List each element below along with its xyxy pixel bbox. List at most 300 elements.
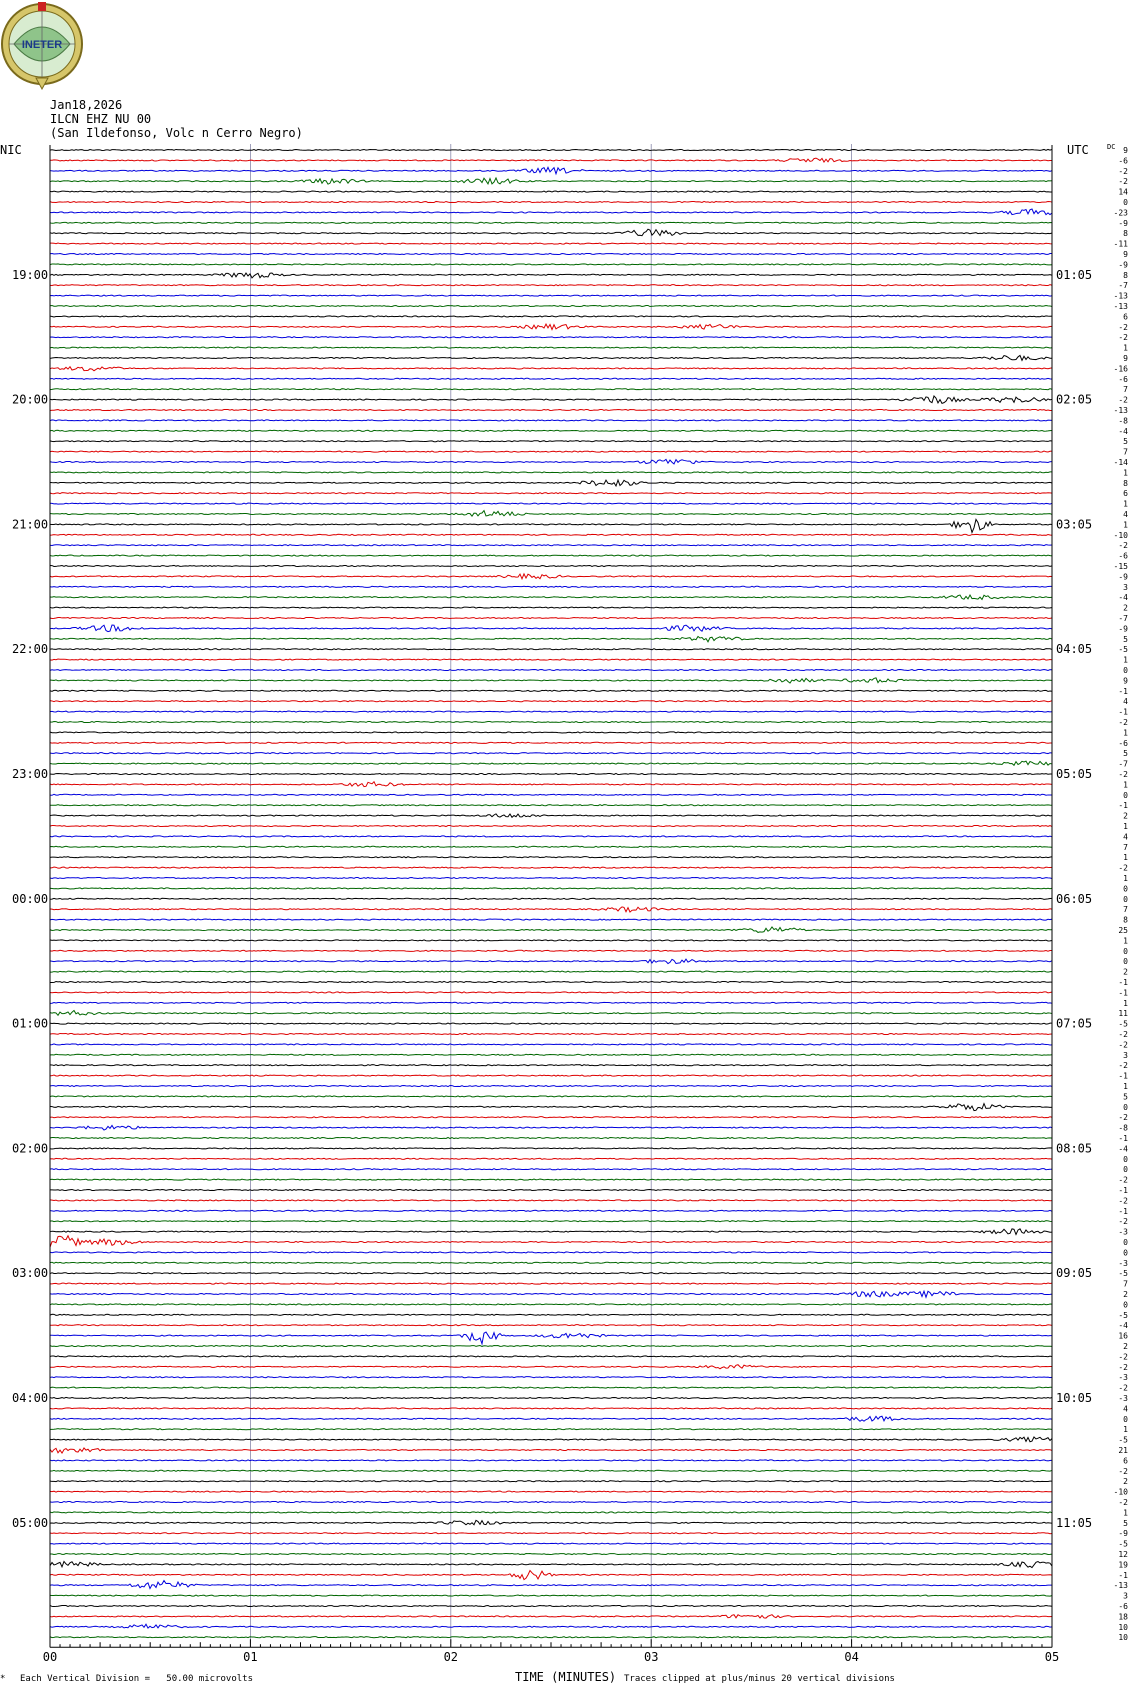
dc-offset-label: 0: [1123, 1414, 1128, 1424]
dc-offset-label: -6: [1118, 374, 1128, 384]
dc-offset-label: 1: [1123, 998, 1128, 1008]
seismic-trace: [50, 992, 1052, 993]
seismic-trace: [50, 1291, 1052, 1297]
seismic-trace: [50, 1460, 1052, 1461]
dc-offset-label: 0: [1123, 1248, 1128, 1258]
dc-offset-label: 1: [1123, 853, 1128, 863]
seismic-trace: [50, 1148, 1052, 1149]
seismic-trace: [50, 659, 1052, 660]
seismic-trace: [50, 1085, 1052, 1086]
dc-offset-label: 1: [1123, 520, 1128, 530]
seismic-trace: [50, 1408, 1052, 1409]
dc-offset-label: -8: [1118, 1123, 1128, 1133]
dc-offset-label: 4: [1123, 832, 1128, 842]
dc-offset-label: -4: [1118, 593, 1128, 603]
seismic-trace: [50, 617, 1052, 618]
seismic-trace: [50, 264, 1052, 265]
seismic-trace: [50, 441, 1052, 442]
dc-offset-label: -3: [1118, 1373, 1128, 1383]
right-hour-label: 09:05: [1056, 1266, 1093, 1281]
seismic-trace: [50, 919, 1052, 920]
dc-offset-label: -16: [1113, 364, 1128, 374]
dc-offset-label: 9: [1123, 676, 1128, 686]
seismic-trace: [50, 1075, 1052, 1076]
seismic-trace: [50, 773, 1052, 774]
dc-offset-label: -15: [1113, 562, 1128, 571]
seismic-trace: [50, 1429, 1052, 1430]
dc-offset-label: -7: [1118, 281, 1128, 291]
seismic-trace: [50, 565, 1052, 566]
seismic-trace: [50, 794, 1052, 795]
seismic-trace: [50, 201, 1052, 202]
seismic-trace: [50, 1377, 1052, 1378]
seismic-trace: [50, 846, 1052, 847]
seismic-trace: [50, 191, 1052, 192]
dc-offset-label: -9: [1118, 1529, 1128, 1539]
seismic-trace: [50, 1314, 1052, 1315]
dc-offset-label: -1: [1118, 1206, 1128, 1216]
dc-offset-label: 3: [1123, 1591, 1128, 1601]
dc-offset-label: 12: [1118, 1550, 1128, 1559]
dc-offset-label: -1: [1118, 707, 1128, 717]
seismic-trace: [50, 1104, 1052, 1111]
left-hour-label: 05:00: [12, 1515, 49, 1530]
x-tick-label: 00: [42, 1650, 58, 1665]
seismic-trace: [50, 814, 1052, 817]
seismic-trace: [50, 1605, 1052, 1606]
dc-offset-label: 2: [1123, 1290, 1128, 1299]
seismic-trace: [50, 888, 1052, 889]
seismic-trace: [50, 1210, 1052, 1211]
right-hour-label: 04:05: [1056, 642, 1093, 657]
seismic-trace: [50, 1283, 1052, 1284]
dc-offset-label: -1: [1118, 686, 1128, 696]
seismic-trace: [50, 950, 1052, 951]
dc-offset-label: 7: [1123, 1279, 1128, 1289]
seismic-trace: [50, 1501, 1052, 1502]
dc-offset-label: 7: [1123, 385, 1128, 395]
seismic-trace: [50, 1200, 1052, 1201]
dc-offset-label: 1: [1123, 468, 1128, 478]
dc-offset-label: -11: [1113, 239, 1128, 249]
dc-offset-label: -2: [1118, 333, 1128, 343]
dc-offset-label: -9: [1118, 218, 1128, 228]
seismic-trace: [50, 981, 1052, 982]
seismic-trace: [50, 1356, 1052, 1357]
right-hour-label: 03:05: [1056, 517, 1093, 532]
dc-offset-label: -1: [1118, 1134, 1128, 1143]
dc-offset-label: -5: [1118, 1435, 1128, 1445]
seismic-trace: [50, 158, 1052, 162]
dc-offset-label: -2: [1118, 322, 1128, 332]
dc-offset-label: -1: [1118, 988, 1128, 998]
dc-offset-label: -7: [1118, 614, 1128, 623]
seismic-trace: [50, 1273, 1052, 1274]
seismic-trace: [50, 753, 1052, 754]
x-tick-label: 01: [243, 1650, 258, 1665]
dc-offset-label: 5: [1123, 1092, 1128, 1102]
scale-note: Each Vertical Division = 50.00 microvolts: [20, 1674, 253, 1684]
dc-offset-label: -5: [1118, 1310, 1128, 1320]
dc-offset-label: -4: [1118, 426, 1128, 436]
dc-offset-label: -2: [1118, 395, 1128, 405]
right-hour-label: 11:05: [1056, 1515, 1093, 1530]
seismic-trace: [50, 389, 1052, 390]
seismic-trace: [50, 1137, 1052, 1138]
seismic-trace: [50, 721, 1052, 722]
seismic-trace: [50, 229, 1052, 236]
dc-offset-label: -2: [1118, 1175, 1128, 1185]
seismic-trace: [50, 595, 1052, 599]
seismic-trace: [50, 1096, 1052, 1097]
seismic-trace: [50, 825, 1052, 826]
seismic-trace: [50, 1002, 1052, 1003]
seismic-trace: [50, 1571, 1052, 1580]
dc-offset-label: 8: [1123, 229, 1128, 239]
dc-offset-label: -2: [1118, 863, 1128, 873]
dc-offset-label: 1: [1123, 343, 1128, 353]
seismic-trace: [50, 1169, 1052, 1170]
seismic-trace: [50, 574, 1052, 579]
seismic-trace: [50, 493, 1052, 494]
seismic-trace: [50, 367, 1052, 371]
seismic-trace: [50, 1520, 1052, 1524]
clip-note: Traces clipped at plus/minus 20 vertical divisions: [624, 1674, 895, 1684]
right-hour-label: 02:05: [1056, 392, 1093, 407]
seismic-trace: [50, 273, 1052, 278]
seismic-trace: [50, 472, 1052, 473]
seismic-trace: [50, 1345, 1052, 1346]
seismic-trace: [50, 1262, 1052, 1263]
seismic-trace: [50, 805, 1052, 806]
seismic-trace: [50, 295, 1052, 296]
dc-offset-label: 2: [1123, 811, 1128, 821]
right-hour-label: 08:05: [1056, 1141, 1093, 1156]
seismic-trace: [50, 1125, 1052, 1130]
seismic-trace: [50, 149, 1052, 150]
left-hour-label: 20:00: [12, 392, 49, 407]
seismic-trace: [50, 1543, 1052, 1544]
seismic-trace: [50, 555, 1052, 556]
right-hour-label: 05:05: [1056, 767, 1093, 781]
seismic-trace: [50, 1387, 1052, 1388]
dc-offset-label: -1: [1118, 1186, 1128, 1195]
dc-offset-label: -2: [1118, 1030, 1128, 1039]
dc-offset-label: 25: [1118, 926, 1128, 935]
dc-offset-label: -3: [1118, 1227, 1128, 1237]
seismic-trace: [50, 701, 1052, 702]
dc-offset-label: 0: [1123, 666, 1128, 675]
x-axis-title: TIME (MINUTES): [515, 1670, 617, 1684]
dc-offset-label: -1: [1118, 978, 1128, 987]
dc-offset-label: 5: [1123, 634, 1128, 644]
x-tick-label: 03: [643, 1650, 659, 1665]
dc-offset-label: 6: [1123, 1456, 1128, 1466]
dc-offset-label: -13: [1113, 1581, 1128, 1591]
dc-offset-label: 1: [1123, 780, 1128, 790]
seismic-trace: [50, 586, 1052, 587]
left-hour-label: 00:00: [12, 891, 49, 906]
seismic-trace: [50, 545, 1052, 546]
dc-offset-label: -23: [1113, 208, 1128, 218]
dc-offset-label: 0: [1123, 884, 1128, 894]
seismic-trace: [50, 877, 1052, 878]
dc-offset-label: -6: [1118, 738, 1128, 748]
dc-offset-label: 14: [1118, 187, 1128, 197]
x-tick-label: 04: [844, 1650, 859, 1665]
seismic-trace: [50, 625, 1052, 632]
seismic-trace: [50, 1325, 1052, 1326]
seismic-trace: [50, 347, 1052, 348]
seismic-trace: [50, 503, 1052, 504]
dc-offset-label: -5: [1118, 1019, 1128, 1029]
dc-offset-label: -13: [1113, 291, 1128, 301]
seismic-trace: [50, 1615, 1052, 1618]
seismic-trace: [50, 669, 1052, 670]
seismic-trace: [50, 459, 1052, 464]
seismic-trace: [50, 1252, 1052, 1253]
seismic-trace: [50, 1158, 1052, 1159]
seismic-trace: [50, 1189, 1052, 1190]
seismic-trace: [50, 711, 1052, 712]
dc-offset-label: -2: [1118, 770, 1128, 779]
dc-offset-label: 0: [1123, 1102, 1128, 1112]
dc-offset-label: 4: [1123, 1404, 1128, 1414]
seismic-trace: [50, 1624, 1052, 1628]
dc-offset-label: -4: [1118, 1144, 1128, 1154]
dc-offset-label: 1: [1123, 1082, 1128, 1091]
dc-offset-label: -2: [1118, 1196, 1128, 1206]
dc-offset-label: -13: [1113, 406, 1128, 415]
seismic-trace: [50, 940, 1052, 941]
dc-offset-label: -4: [1118, 1321, 1128, 1331]
dc-offset-label: 1: [1123, 936, 1128, 946]
dc-offset-label: 0: [1123, 1300, 1128, 1310]
seismic-trace: [50, 867, 1052, 868]
dc-offset-label: -14: [1113, 458, 1128, 467]
seismic-trace: [50, 1179, 1052, 1180]
dc-offset-label: -6: [1118, 551, 1128, 561]
seismic-trace: [50, 324, 1052, 329]
dc-offset-label: 5: [1123, 1518, 1128, 1528]
seismic-trace: [50, 732, 1052, 733]
dc-offset-label: -2: [1118, 1040, 1128, 1050]
header-location: (San Ildefonso, Volc n Cerro Negro): [50, 126, 303, 140]
dc-offset-label: 3: [1123, 1050, 1128, 1060]
seismic-traces: [50, 149, 1052, 1637]
seismic-trace: [50, 1470, 1052, 1471]
dc-offset-label: -1: [1118, 1071, 1128, 1081]
seismic-trace: [50, 222, 1052, 223]
seismic-trace: [50, 1065, 1052, 1066]
dc-offset-label: 0: [1123, 1238, 1128, 1247]
dc-offset-label: -2: [1118, 1362, 1128, 1372]
seismic-trace: [50, 243, 1052, 244]
dc-offset-label: -9: [1118, 572, 1128, 582]
seismic-trace: [50, 1044, 1052, 1045]
dc-offset-label: 4: [1123, 510, 1128, 519]
seismic-trace: [50, 1533, 1052, 1534]
seismic-trace: [50, 1304, 1052, 1305]
dc-offset-label: -6: [1118, 1602, 1128, 1611]
seismic-trace: [50, 1397, 1052, 1398]
dc-offset-label: -5: [1118, 645, 1128, 655]
seismic-trace: [50, 1448, 1052, 1453]
dc-offset-label: 0: [1123, 198, 1128, 207]
ineter-logo: [0, 0, 90, 94]
seismic-trace: [50, 1236, 1052, 1247]
dc-offset-label: 1: [1123, 655, 1128, 665]
seismic-trace: [50, 836, 1052, 837]
left-hour-label: 23:00: [12, 767, 49, 781]
dc-offset-label: 8: [1123, 478, 1128, 488]
dc-offset-label: -2: [1118, 166, 1128, 176]
seismic-trace: [50, 1229, 1052, 1235]
seismic-trace: [50, 782, 1052, 787]
seismic-trace: [50, 1023, 1052, 1024]
left-hour-label: 01:00: [12, 1016, 49, 1031]
dc-offset-label: 1: [1123, 499, 1128, 509]
dc-offset-label: -3: [1118, 1394, 1128, 1403]
dc-offset-label: 0: [1123, 1165, 1128, 1175]
seismic-trace: [50, 355, 1052, 360]
x-tick-label: 05: [1044, 1650, 1060, 1665]
dc-column-label: DC: [1107, 143, 1116, 151]
dc-offset-label: -7: [1118, 759, 1128, 769]
left-timezone-label: NIC: [0, 143, 22, 157]
dc-offset-label: 16: [1118, 1331, 1128, 1341]
left-hour-label: 03:00: [12, 1266, 49, 1281]
seismic-trace: [50, 1010, 1052, 1015]
dc-offset-label: 1: [1123, 1425, 1128, 1435]
dc-offset-label: 21: [1118, 1446, 1128, 1455]
dc-offset-label: 1: [1123, 728, 1128, 738]
dc-offset-label: 1: [1123, 874, 1128, 883]
seismic-trace: [50, 959, 1052, 963]
seismic-trace: [50, 178, 1052, 184]
dc-offset-label: -2: [1118, 1061, 1128, 1071]
dc-offset-label: 7: [1123, 447, 1128, 457]
seismic-trace: [50, 636, 1052, 641]
left-hour-label: 04:00: [12, 1391, 49, 1405]
seismic-trace: [50, 519, 1052, 532]
right-hour-label: 06:05: [1056, 891, 1093, 906]
dc-offset-label: 9: [1123, 146, 1128, 155]
seismic-trace: [50, 420, 1052, 421]
seismic-trace: [50, 337, 1052, 338]
seismic-trace: [50, 857, 1052, 858]
seismic-trace: [50, 1416, 1052, 1421]
dc-offset-label: 2: [1123, 1477, 1128, 1487]
dc-offset-label: 0: [1123, 1154, 1128, 1164]
dc-offset-label: -2: [1118, 177, 1128, 187]
seismic-trace: [50, 1117, 1052, 1118]
right-timezone-label: UTC: [1067, 143, 1089, 157]
dc-offset-label: 7: [1123, 905, 1128, 915]
dc-offset-label: 1: [1123, 822, 1128, 831]
dc-offset-label: 4: [1123, 697, 1128, 707]
dc-offset-label: 19: [1118, 1560, 1128, 1570]
seismic-trace: [50, 534, 1052, 535]
corner-mark: *: [0, 1674, 6, 1684]
dc-offset-label: -2: [1118, 1352, 1128, 1362]
seismic-trace: [50, 1365, 1052, 1369]
dc-offset-label: 0: [1123, 957, 1128, 967]
seismic-trace: [50, 409, 1052, 410]
x-tick-label: 02: [443, 1650, 459, 1665]
seismic-trace: [50, 690, 1052, 691]
header-date: Jan18,2026: [50, 98, 123, 112]
time-axis: [43, 145, 1059, 1664]
dc-offset-label: 0: [1123, 894, 1128, 904]
seismic-trace: [50, 898, 1052, 899]
seismic-trace: [50, 1491, 1052, 1492]
dc-offset-label: 0: [1123, 790, 1128, 800]
right-hour-label: 10:05: [1056, 1391, 1093, 1405]
dc-offset-label: 2: [1123, 603, 1128, 613]
dc-offset-label: -9: [1118, 624, 1128, 634]
seismic-trace: [50, 1553, 1052, 1554]
seismic-trace: [50, 1581, 1052, 1589]
seismic-trace: [50, 451, 1052, 452]
seismic-trace: [50, 742, 1052, 743]
seismic-trace: [50, 305, 1052, 306]
dc-offset-label: 5: [1123, 749, 1128, 759]
header-station: ILCN EHZ NU 00: [50, 112, 152, 126]
seismic-trace: [50, 1332, 1052, 1344]
left-hour-label: 21:00: [12, 517, 49, 532]
seismic-trace: [50, 607, 1052, 608]
dc-offset-label: 1: [1123, 1508, 1128, 1518]
seismic-trace: [50, 1512, 1052, 1513]
seismic-trace: [50, 396, 1052, 403]
dc-offset-label: -10: [1113, 1487, 1128, 1497]
seismic-trace: [50, 316, 1052, 317]
dc-offset-label: 8: [1123, 915, 1128, 925]
seismic-trace: [50, 1637, 1052, 1638]
dc-offset-label: 8: [1123, 270, 1128, 280]
seismic-trace: [50, 761, 1052, 765]
dc-offset-label: -9: [1118, 260, 1128, 270]
dc-offset-label: 3: [1123, 582, 1128, 592]
left-hour-label: 19:00: [12, 267, 49, 282]
dc-offset-label: 7: [1123, 842, 1128, 852]
dc-offset-label: -1: [1118, 801, 1128, 811]
dc-offset-label: -2: [1118, 1498, 1128, 1507]
seismic-trace: [50, 253, 1052, 254]
seismic-trace: [50, 378, 1052, 379]
dc-offset-label: 6: [1123, 312, 1128, 322]
seismic-trace: [50, 167, 1052, 173]
dc-offset-label: 18: [1118, 1612, 1128, 1622]
dc-offset-label: -5: [1118, 1539, 1128, 1549]
seismic-trace: [50, 1561, 1052, 1567]
dc-offset-label: -6: [1118, 156, 1128, 166]
seismic-trace: [50, 1595, 1052, 1596]
dc-offset-label: -2: [1118, 718, 1128, 727]
dc-offset-label: -2: [1118, 1466, 1128, 1476]
seismic-trace: [50, 1481, 1052, 1482]
right-hour-label: 07:05: [1056, 1016, 1093, 1031]
dc-offset-label: 10: [1118, 1633, 1128, 1643]
dc-offset-label: 9: [1123, 354, 1128, 363]
seismic-trace: [50, 209, 1052, 215]
seismic-trace: [50, 927, 1052, 932]
dc-offset-label: 6: [1123, 489, 1128, 499]
left-hour-label: 02:00: [12, 1141, 49, 1156]
dc-offset-label: 10: [1118, 1622, 1128, 1632]
seismic-trace: [50, 480, 1052, 486]
